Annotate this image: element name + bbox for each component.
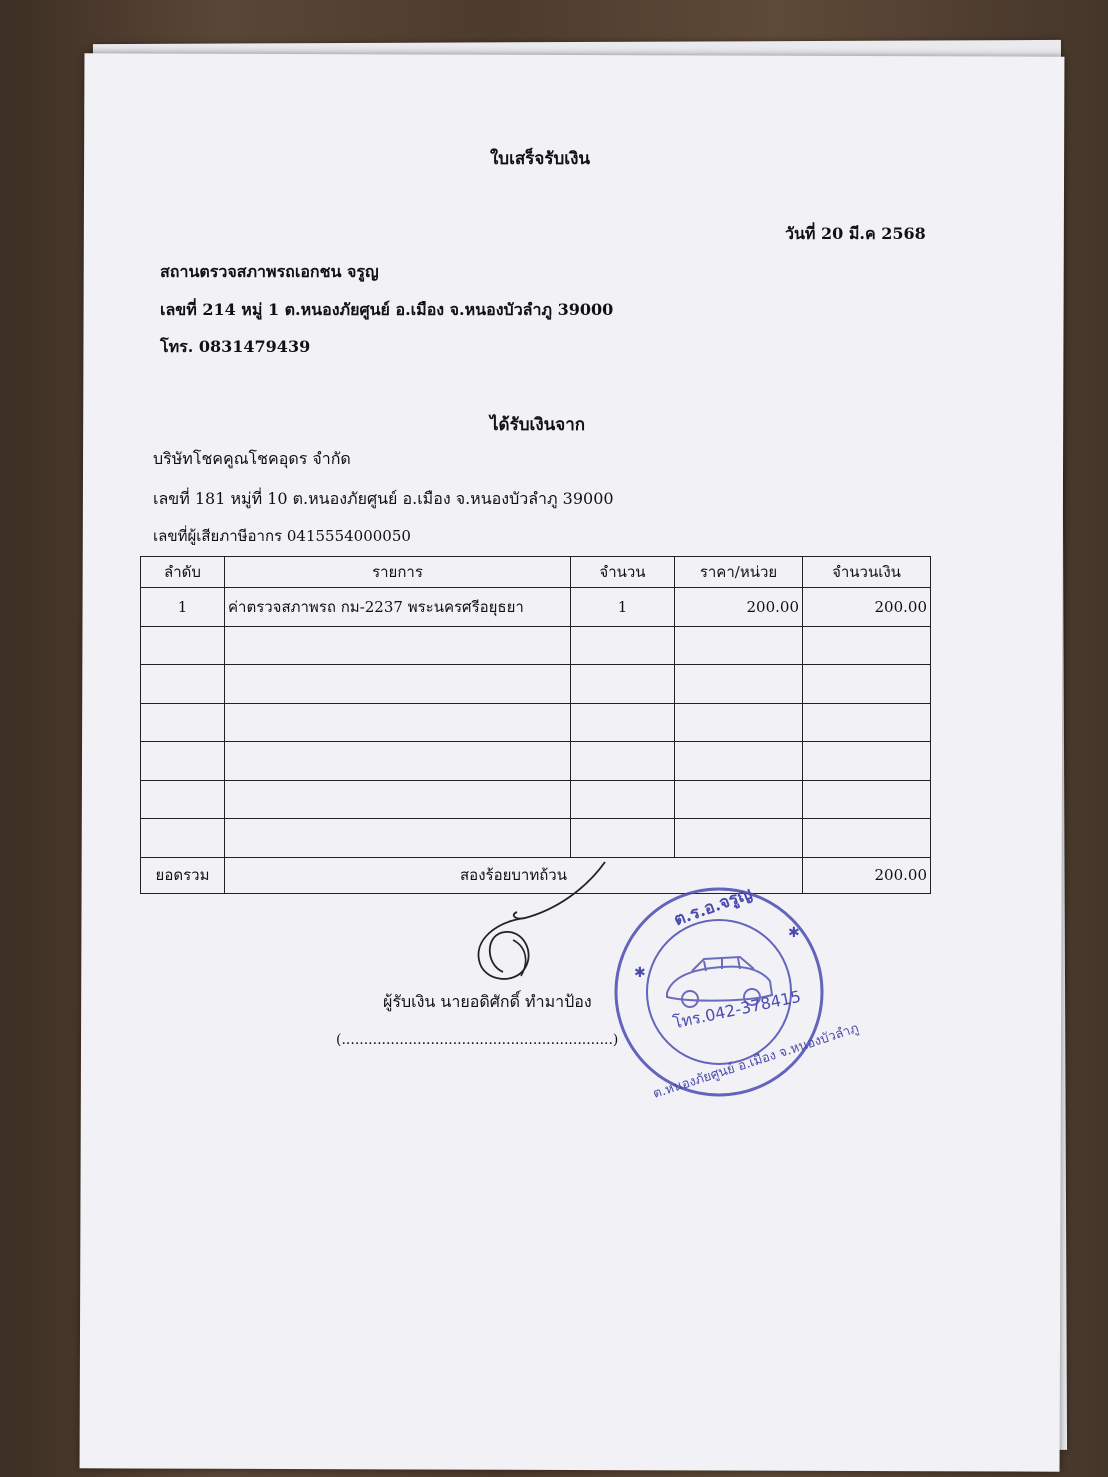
cell-unit-price	[675, 665, 803, 704]
total-label: ยอดรวม	[141, 857, 225, 894]
cell-unit-price	[675, 819, 803, 858]
total-in-words: สองร้อยบาทถ้วน	[225, 857, 803, 894]
payer-name: บริษัทโชคคูณโชคอุดร จำกัด	[153, 449, 351, 468]
issuer-phone: โทร. 0831479439	[160, 337, 311, 356]
table-row	[141, 588, 931, 627]
cell-item: ค่าตรวจสภาพรถ กม-2237 พระนครศรีอยุธยา	[225, 588, 571, 627]
cell-item	[225, 703, 571, 742]
cell-item	[225, 819, 571, 858]
cell-item	[225, 665, 571, 704]
cell-index	[141, 780, 225, 819]
cell-item	[225, 742, 571, 781]
cell-index	[141, 626, 225, 665]
svg-text:✱: ✱	[788, 925, 800, 941]
table-header-row	[141, 557, 931, 588]
table-row	[141, 742, 931, 781]
cell-quantity	[571, 780, 675, 819]
received-from-title: ได้รับเงินจาก	[490, 415, 586, 435]
cell-unit-price	[675, 780, 803, 819]
header-quantity: จำนวน	[571, 557, 675, 588]
table-row	[141, 665, 931, 704]
cell-amount	[803, 703, 931, 742]
cell-unit-price: 200.00	[675, 588, 803, 627]
table-row	[141, 703, 931, 742]
total-amount: 200.00	[803, 857, 931, 894]
cell-quantity	[571, 665, 675, 704]
cell-item	[225, 780, 571, 819]
header-index: ลำดับ	[141, 557, 225, 588]
table-row	[141, 780, 931, 819]
cell-amount	[803, 819, 931, 858]
issuer-name: สถานตรวจสภาพรถเอกชน จรูญ	[160, 262, 379, 281]
date-line: วันที่ 20 มี.ค 2568	[785, 224, 926, 243]
header-unit-price: ราคา/หน่วย	[675, 557, 803, 588]
cell-index	[141, 665, 225, 704]
header-item: รายการ	[225, 557, 571, 588]
svg-text:✱: ✱	[634, 965, 646, 981]
stamp-name: ต.ร.อ.จรูญ	[671, 883, 755, 931]
handwritten-signature	[455, 860, 625, 990]
cell-quantity	[571, 703, 675, 742]
cell-unit-price	[675, 703, 803, 742]
document-title: ใบเสร็จรับเงิน	[490, 149, 591, 169]
table-row	[141, 819, 931, 858]
cell-item	[225, 626, 571, 665]
issuer-address: เลขที่ 214 หมู่ 1 ต.หนองภัยศูนย์ อ.เมือง จ.หนองบัวลำภู 39000	[160, 300, 614, 319]
cell-unit-price	[675, 742, 803, 781]
cell-unit-price	[675, 626, 803, 665]
stamp-bottom-text: ต.หนองภัยศูนย์ อ.เมือง จ.หนองบัวลำภู	[651, 1021, 861, 1102]
cell-quantity	[571, 626, 675, 665]
cell-amount: 200.00	[803, 588, 931, 627]
cell-amount	[803, 626, 931, 665]
cell-quantity	[571, 819, 675, 858]
table-row	[141, 626, 931, 665]
header-amount: จำนวนเงิน	[803, 557, 931, 588]
payee-signature-line: ผู้รับเงิน นายอดิศักดิ์ ทำมาป้อง	[383, 992, 592, 1011]
cell-quantity: 1	[571, 588, 675, 627]
items-table	[140, 556, 931, 894]
cell-amount	[803, 780, 931, 819]
payer-tax-id: เลขที่ผู้เสียภาษีอากร 0415554000050	[153, 527, 411, 545]
payer-address: เลขที่ 181 หมู่ที่ 10 ต.หนองภัยศูนย์ อ.เมือง จ.หนองบัวลำภู 39000	[153, 489, 614, 508]
cell-index	[141, 819, 225, 858]
cell-quantity	[571, 742, 675, 781]
cell-index: 1	[141, 588, 225, 627]
cell-amount	[803, 742, 931, 781]
cell-index	[141, 703, 225, 742]
cell-index	[141, 742, 225, 781]
signature-dotted-line: (.............................................................)	[336, 1032, 619, 1048]
stamp-phone: โทร.042-378415	[671, 986, 803, 1033]
cell-amount	[803, 665, 931, 704]
